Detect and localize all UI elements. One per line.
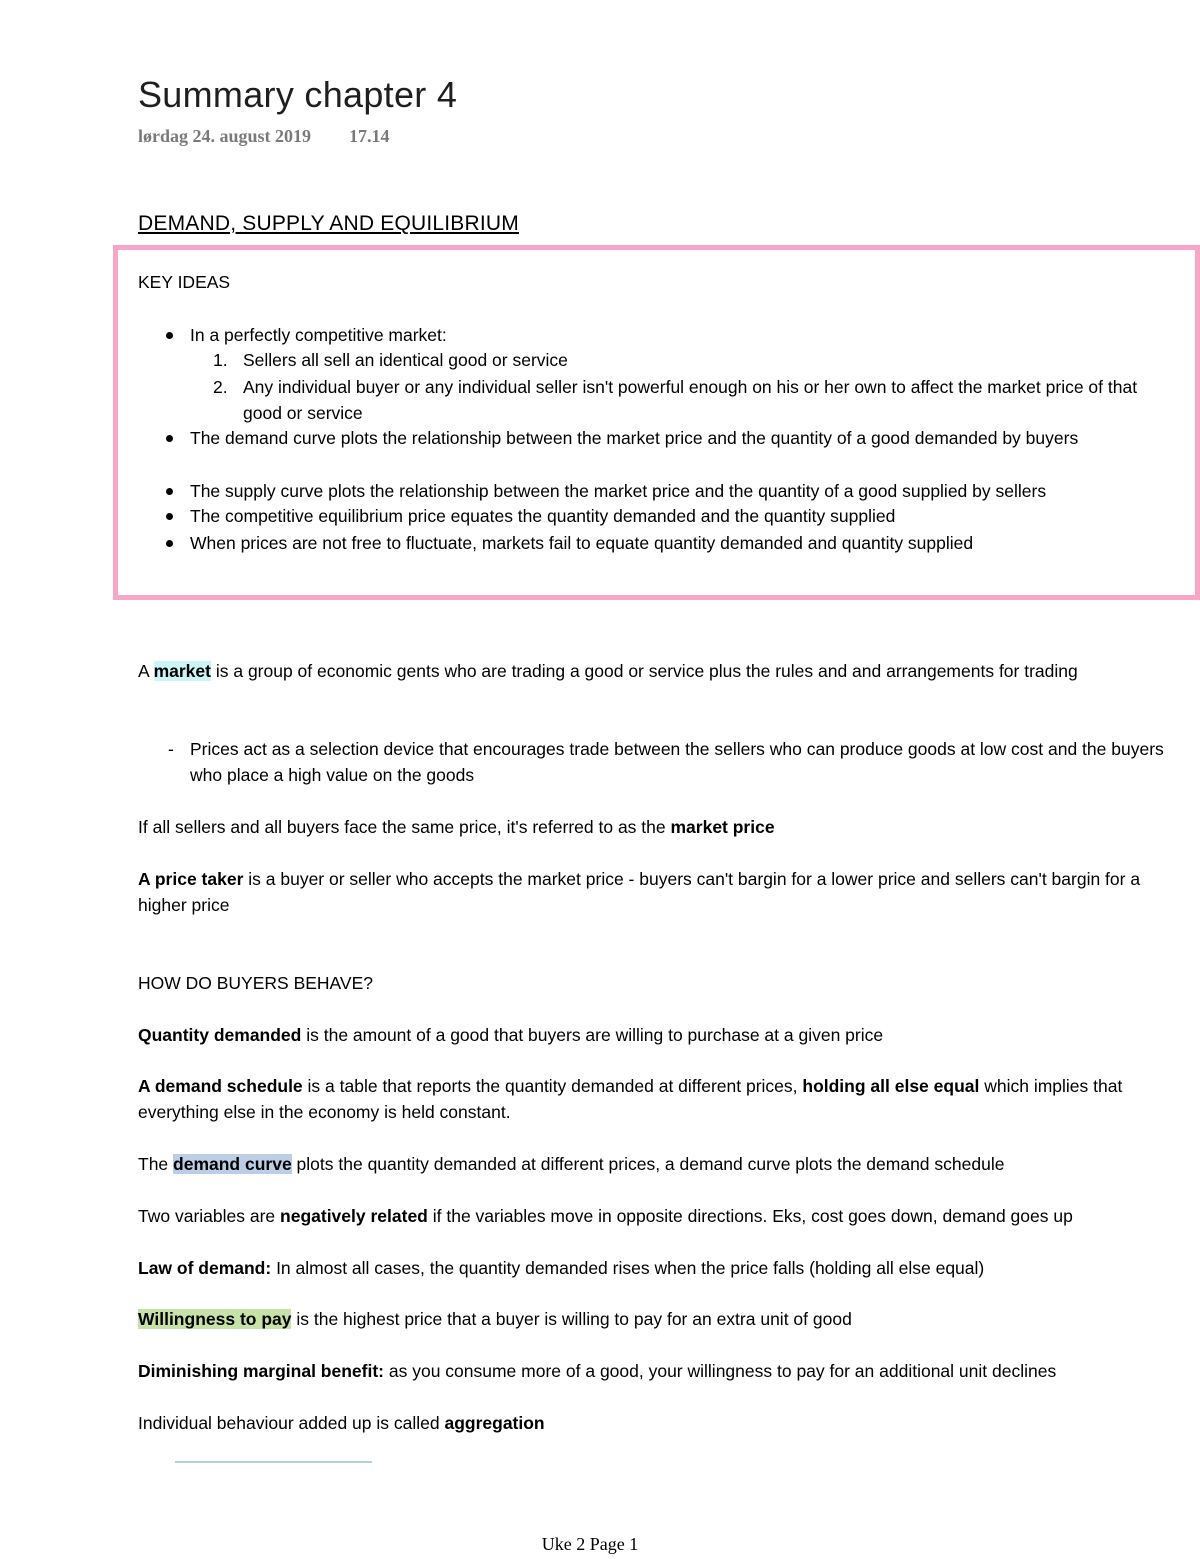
aggregation-paragraph xyxy=(138,1410,1168,1436)
time-text: 17.14 xyxy=(349,126,390,146)
item-text: Sellers all sell an identical good or service xyxy=(243,350,568,370)
quantity-demanded-paragraph xyxy=(138,1022,1168,1048)
price-taker-paragraph xyxy=(138,866,1168,918)
date-text: lørdag 24. august 2019 xyxy=(138,126,312,146)
section-heading: DEMAND, SUPPLY AND EQUILIBRIUM xyxy=(138,212,519,235)
demand-curve-paragraph xyxy=(138,1151,1168,1177)
text-run: is a buyer or seller who accepts the market price - buyers can't bargin for a lower price and sellers can't bargin for a higher price xyxy=(138,869,1141,915)
text-run: as you consume more of a good, your willingness to pay for an additional unit declines xyxy=(384,1361,1057,1381)
demand-schedule-paragraph xyxy=(138,1073,1168,1125)
text-run: is the amount of a good that buyers are willing to purchase at a given price xyxy=(301,1025,884,1045)
item-number: 1. xyxy=(213,350,228,370)
bullet-item: The competitive equilibrium price equates the quantity demanded and the quantity supplied xyxy=(190,503,1160,529)
bullet-item: When prices are not free to fluctuate, markets fail to equate quantity demanded and quantity supplied xyxy=(190,530,1160,556)
term-price-taker: A price taker xyxy=(138,869,244,889)
text-run: Prices act as a selection device that encourages trade between the sellers who can produce goods at low cost and the buyers who place a high value on the goods xyxy=(190,739,1164,785)
term-demand-curve: demand curve xyxy=(173,1154,292,1174)
page-date xyxy=(138,126,390,147)
term-holding-all-else-equal: holding all else equal xyxy=(802,1076,980,1096)
text-run: which implies that everything else in the economy is held constant. xyxy=(138,1076,1123,1122)
numbered-item xyxy=(213,374,1163,426)
text-run: plots the quantity demanded at different prices, a demand curve plots the demand schedule xyxy=(291,1154,1005,1174)
term-market: market xyxy=(153,661,211,681)
numbered-item xyxy=(213,347,1163,373)
page-footer: Uke 2 Page 1 xyxy=(541,1534,639,1554)
text-run: The xyxy=(138,1154,174,1174)
term-demand-schedule: A demand schedule xyxy=(138,1076,303,1096)
dash-marker: - xyxy=(168,739,174,759)
text-run: is a group of economic gents who are trading a good or service plus the rules and and arrangements for trading xyxy=(210,661,1078,681)
market-paragraph xyxy=(138,658,1168,684)
term-aggregation: aggregation xyxy=(444,1413,545,1433)
law-of-demand-paragraph xyxy=(138,1255,1168,1281)
text-run: is the highest price that a buyer is willing to pay for an extra unit of good xyxy=(291,1309,852,1329)
willingness-paragraph xyxy=(138,1306,1168,1332)
term-diminishing-marginal-benefit: Diminishing marginal benefit: xyxy=(138,1361,384,1381)
bullet-item: The supply curve plots the relationship between the market price and the quantity of a good supplied by sellers xyxy=(190,478,1180,504)
market-price-paragraph xyxy=(138,814,1168,840)
page-title: Summary chapter 4 xyxy=(138,74,458,115)
term-law-of-demand: Law of demand: xyxy=(138,1258,272,1278)
text-run: is a table that reports the quantity demanded at different prices, xyxy=(302,1076,803,1096)
term-willingness-to-pay: Willingness to pay xyxy=(138,1309,292,1329)
text-run: A xyxy=(138,661,154,681)
text-run: Two variables are xyxy=(138,1206,281,1226)
text-run: if the variables move in opposite directions. Eks, cost goes down, demand goes up xyxy=(427,1206,1073,1226)
text-run: In almost all cases, the quantity demanded rises when the price falls (holding all else equal) xyxy=(271,1258,985,1278)
item-text: Any individual buyer or any individual seller isn't powerful enough on his or her own to affect the market price of that good or service xyxy=(243,377,1138,423)
diminishing-paragraph xyxy=(138,1358,1168,1384)
negatively-related-paragraph xyxy=(138,1203,1183,1229)
buyers-heading: HOW DO BUYERS BEHAVE? xyxy=(138,973,374,993)
text-run: If all sellers and all buyers face the same price, it's referred to as the xyxy=(138,817,671,837)
key-ideas-label: KEY IDEAS xyxy=(138,272,231,292)
bullet-item: The demand curve plots the relationship between the market price and the quantity of a good demanded by buyers xyxy=(190,425,1160,451)
bullet-item: In a perfectly competitive market: xyxy=(190,322,1160,348)
term-market-price: market price xyxy=(670,817,775,837)
prices-list-item xyxy=(168,736,1175,788)
decorative-line xyxy=(175,1461,372,1463)
text-run: Individual behaviour added up is called xyxy=(138,1413,445,1433)
item-number: 2. xyxy=(213,377,228,397)
term-quantity-demanded: Quantity demanded xyxy=(138,1025,302,1045)
term-negatively-related: negatively related xyxy=(280,1206,428,1226)
